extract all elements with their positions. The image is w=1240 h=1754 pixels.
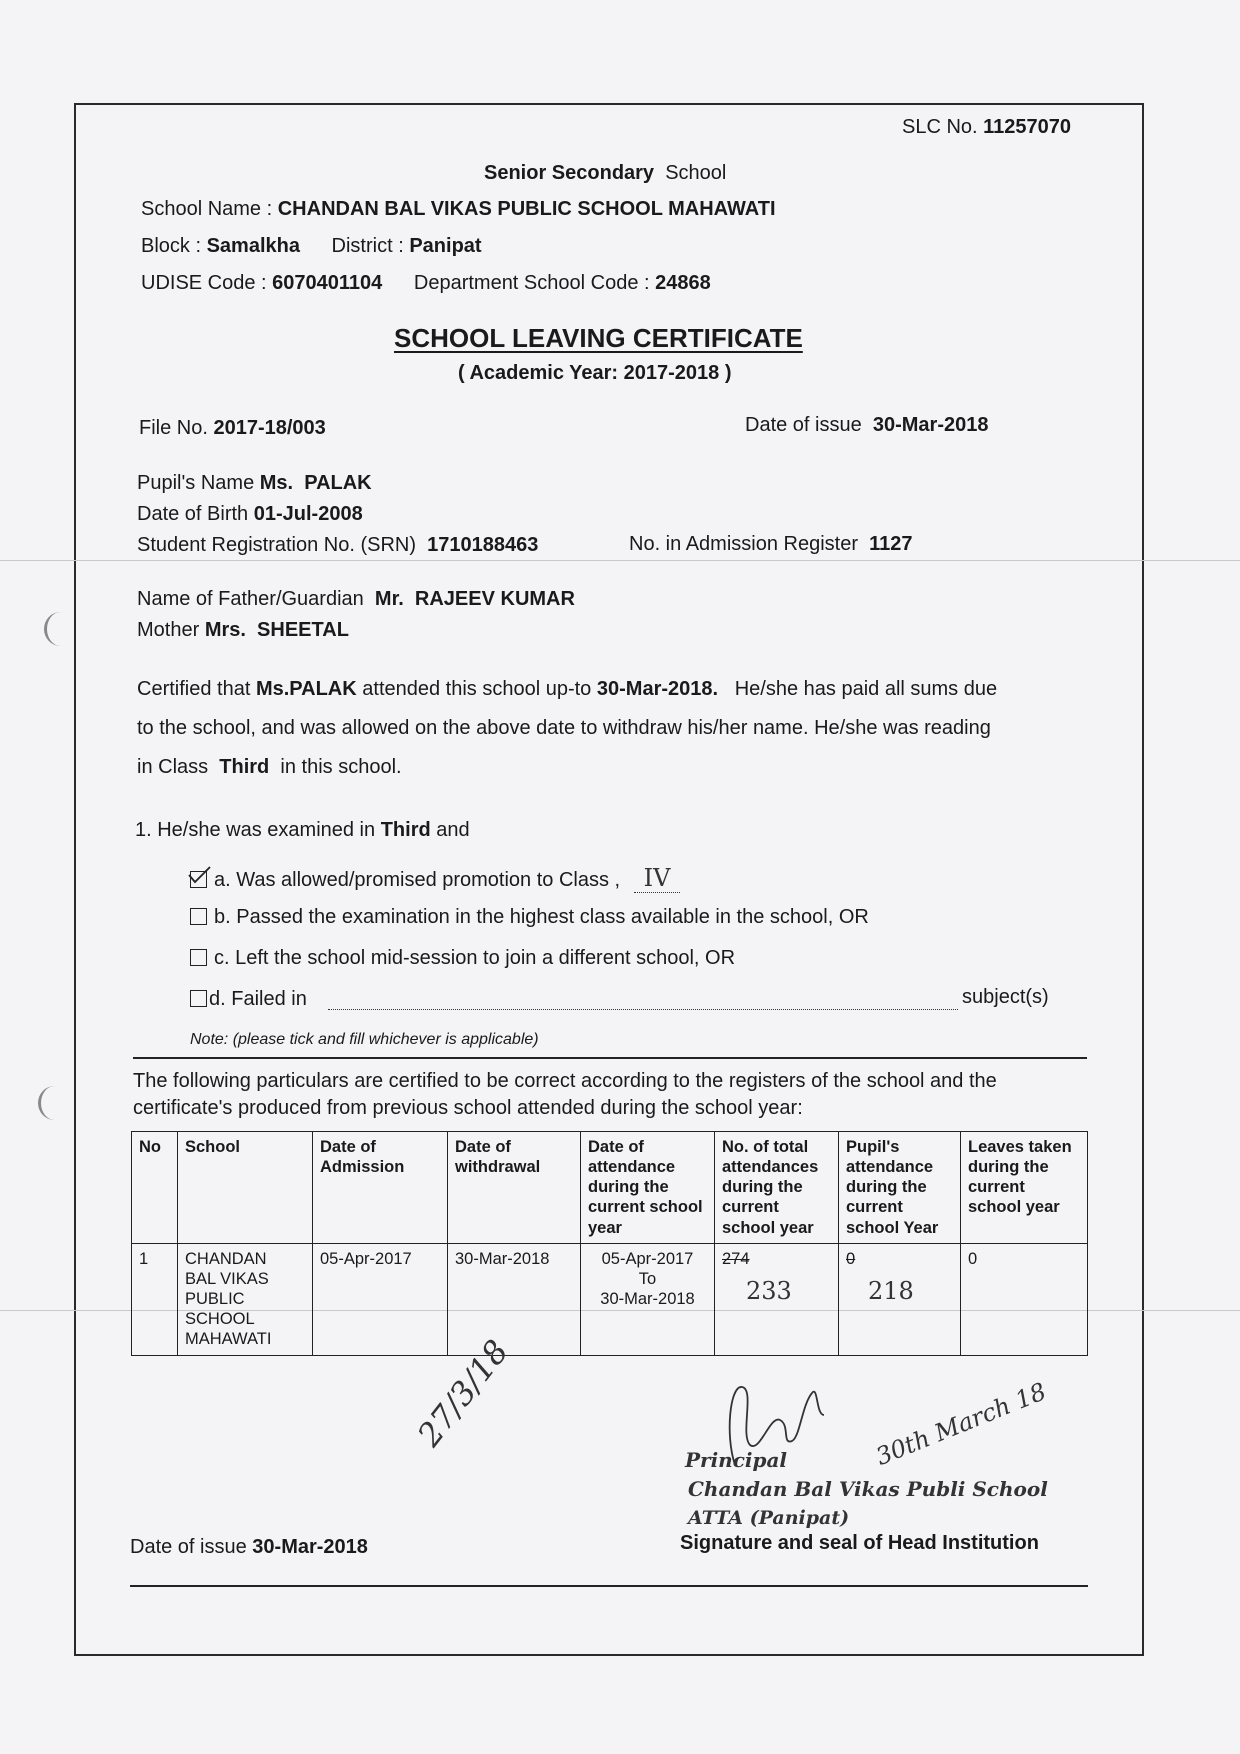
issue-date-top-label: Date of issue [745,414,862,436]
punch-hole [38,1086,71,1120]
pupil-name-label: Pupil's Name [137,472,255,494]
option-d-checkbox[interactable] [190,990,207,1007]
admission-register-line [629,533,913,556]
statement-text: Certified that [137,678,251,700]
school-name: CHANDAN BAL VIKAS PUBLIC SCHOOL MAHAWATI [277,198,776,220]
scan-line [0,560,1240,561]
tick-mark-icon [188,866,212,886]
issue-date-top-value: 30-Mar-2018 [872,414,989,436]
statement-line-1 [137,678,997,701]
cell-total-attendances [715,1243,839,1355]
particulars-intro-2: certificate's produced from previous school attended during the school year: [133,1097,803,1119]
statement-text: in Class [137,756,209,778]
table-row [132,1243,1088,1355]
issue-date-top [745,414,988,437]
statement-text: in this school. [280,756,402,778]
mother-line [137,619,349,642]
particulars-table [131,1131,1088,1356]
academic-year-prefix: ( Academic Year: [458,362,619,384]
stamp-line-3: ATTA (Panipat) [688,1507,850,1529]
block-label: Block : [141,235,202,257]
attendance-to: 30-Mar-2018 [600,1289,695,1308]
option-d-suffix: subject(s) [962,986,1049,1008]
srn-label: Student Registration No. (SRN) [137,534,417,556]
srn-value: 1710188463 [427,534,539,556]
header-withdrawal: Date of withdrawal [448,1132,581,1244]
header-school: School [178,1132,313,1244]
father-label: Name of Father/Guardian [137,588,364,610]
option-d-label: d. Failed in [209,988,307,1010]
school-type [484,162,726,185]
exam-intro-text: and [436,819,470,841]
issue-date-footer-label: Date of issue [130,1536,247,1558]
codes-line [141,272,711,295]
attendance-from: 05-Apr-2017 [601,1249,694,1268]
school-type-bold: Senior Secondary [484,162,655,184]
district-value: Panipat [409,235,482,257]
mother-name: Mrs. SHEETAL [204,619,349,641]
academic-year [458,362,732,385]
file-value: 2017-18/003 [213,417,326,439]
cell-attendance-dates [581,1243,715,1355]
udise-label: UDISE Code : [141,272,267,294]
academic-year-value: 2017-2018 [623,362,720,384]
punch-hole [44,612,77,646]
dob-value: 01-Jul-2008 [253,503,363,525]
pupil-name: Ms. PALAK [259,472,372,494]
option-a-label: a. Was allowed/promised promotion to Class , [214,869,621,891]
statement-date: 30-Mar-2018. [596,678,719,700]
dept-code-value: 24868 [655,272,711,294]
district-label: District : [331,235,404,257]
statement-text: attended this school up-to [362,678,592,700]
file-label: File No. [139,417,208,439]
header-no: No [132,1132,178,1244]
school-name-label: School Name : [141,198,273,220]
cell-leaves: 0 [961,1243,1088,1355]
option-b-label: b. Passed the examination in the highest class available in the school, OR [214,906,869,928]
particulars-intro-1: The following particulars are certified to be correct according to the registers of the school and the [133,1070,997,1092]
block-value: Samalkha [206,235,300,257]
admission-register-value: 1127 [869,533,913,555]
statement-line-3 [137,756,402,779]
header-pupil-attendance: Pupil's attendance during the current school Year [839,1132,961,1244]
option-c-label: c. Left the school mid-session to join a different school, OR [214,947,736,969]
exam-intro-text: 1. He/she was examined in [135,819,376,841]
signature-caption: Signature and seal of Head Institution [680,1532,1039,1554]
total-attendances-struck: 274 [722,1249,750,1268]
option-a [190,864,680,893]
failed-subjects-blank [328,1009,958,1010]
total-attendances-handwritten: 233 [746,1276,792,1305]
mother-label: Mother [137,619,200,641]
certificate-title: SCHOOL LEAVING CERTIFICATE [394,323,803,353]
slc-number [902,116,1071,139]
option-b [190,906,869,929]
promoted-class-handwritten: IV [634,864,681,893]
table-header-row [132,1132,1088,1244]
cell-school-text: CHANDAN BAL VIKAS PUBLIC SCHOOL MAHAWATI [185,1249,272,1349]
statement-text: He/she has paid all sums due [734,678,998,700]
header-leaves: Leaves taken during the current school year [961,1132,1088,1244]
statement-pupil-name: Ms.PALAK [255,678,357,700]
slc-label: SLC No. [902,116,978,138]
statement-class: Third [219,756,270,778]
school-type-rest: School [665,162,727,184]
statement-line-2: to the school, and was allowed on the above date to withdraw his/her name. He/she was reading [137,717,991,739]
admission-register-label: No. in Admission Register [629,533,858,555]
school-name-line [141,198,776,221]
option-d [190,988,307,1011]
handwritten-date-initials: 27/3/18 [410,1332,516,1454]
file-number [139,417,326,440]
slc-value: 11257070 [983,116,1072,138]
option-c-checkbox[interactable] [190,949,207,966]
divider [133,1057,1087,1059]
header-attendance-dates: Date of attendance during the current school year [581,1132,715,1244]
issue-date-footer [130,1536,368,1559]
dob-line [137,503,363,526]
footer-divider [130,1585,1088,1587]
udise-value: 6070401104 [272,272,383,294]
academic-year-suffix: ) [724,362,732,384]
block-district-line [141,235,482,258]
note: Note: (please tick and fill whichever is applicable) [190,1031,539,1048]
option-a-checkbox[interactable] [190,871,207,888]
srn-line [137,534,538,557]
option-c [190,947,735,970]
cell-pupil-attendance [839,1243,961,1355]
pupil-attendance-struck: 0 [846,1249,856,1268]
cell-admission: 05-Apr-2017 [313,1243,448,1355]
stamp-line-1: Principal [685,1448,788,1472]
option-b-checkbox[interactable] [190,908,207,925]
exam-class: Third [380,819,431,841]
dept-code-label: Department School Code : [413,272,650,294]
handwritten-signature-date: 30th March 18 [872,1377,1051,1471]
header-total-attendances: No. of total attendances during the current school year [715,1132,839,1244]
father-line [137,588,575,611]
cell-school [178,1243,313,1355]
dob-label: Date of Birth [137,503,249,525]
cell-withdrawal: 30-Mar-2018 [448,1243,581,1355]
father-name: Mr. RAJEEV KUMAR [374,588,575,610]
cell-no: 1 [132,1243,178,1355]
issue-date-footer-value: 30-Mar-2018 [252,1536,368,1558]
pupil-attendance-handwritten: 218 [868,1276,914,1305]
exam-intro [135,819,470,842]
pupil-name-line [137,472,372,495]
stamp-line-2: Chandan Bal Vikas Publi School [688,1477,1048,1501]
header-admission: Date of Admission [313,1132,448,1244]
attendance-to-word: To [638,1269,657,1288]
